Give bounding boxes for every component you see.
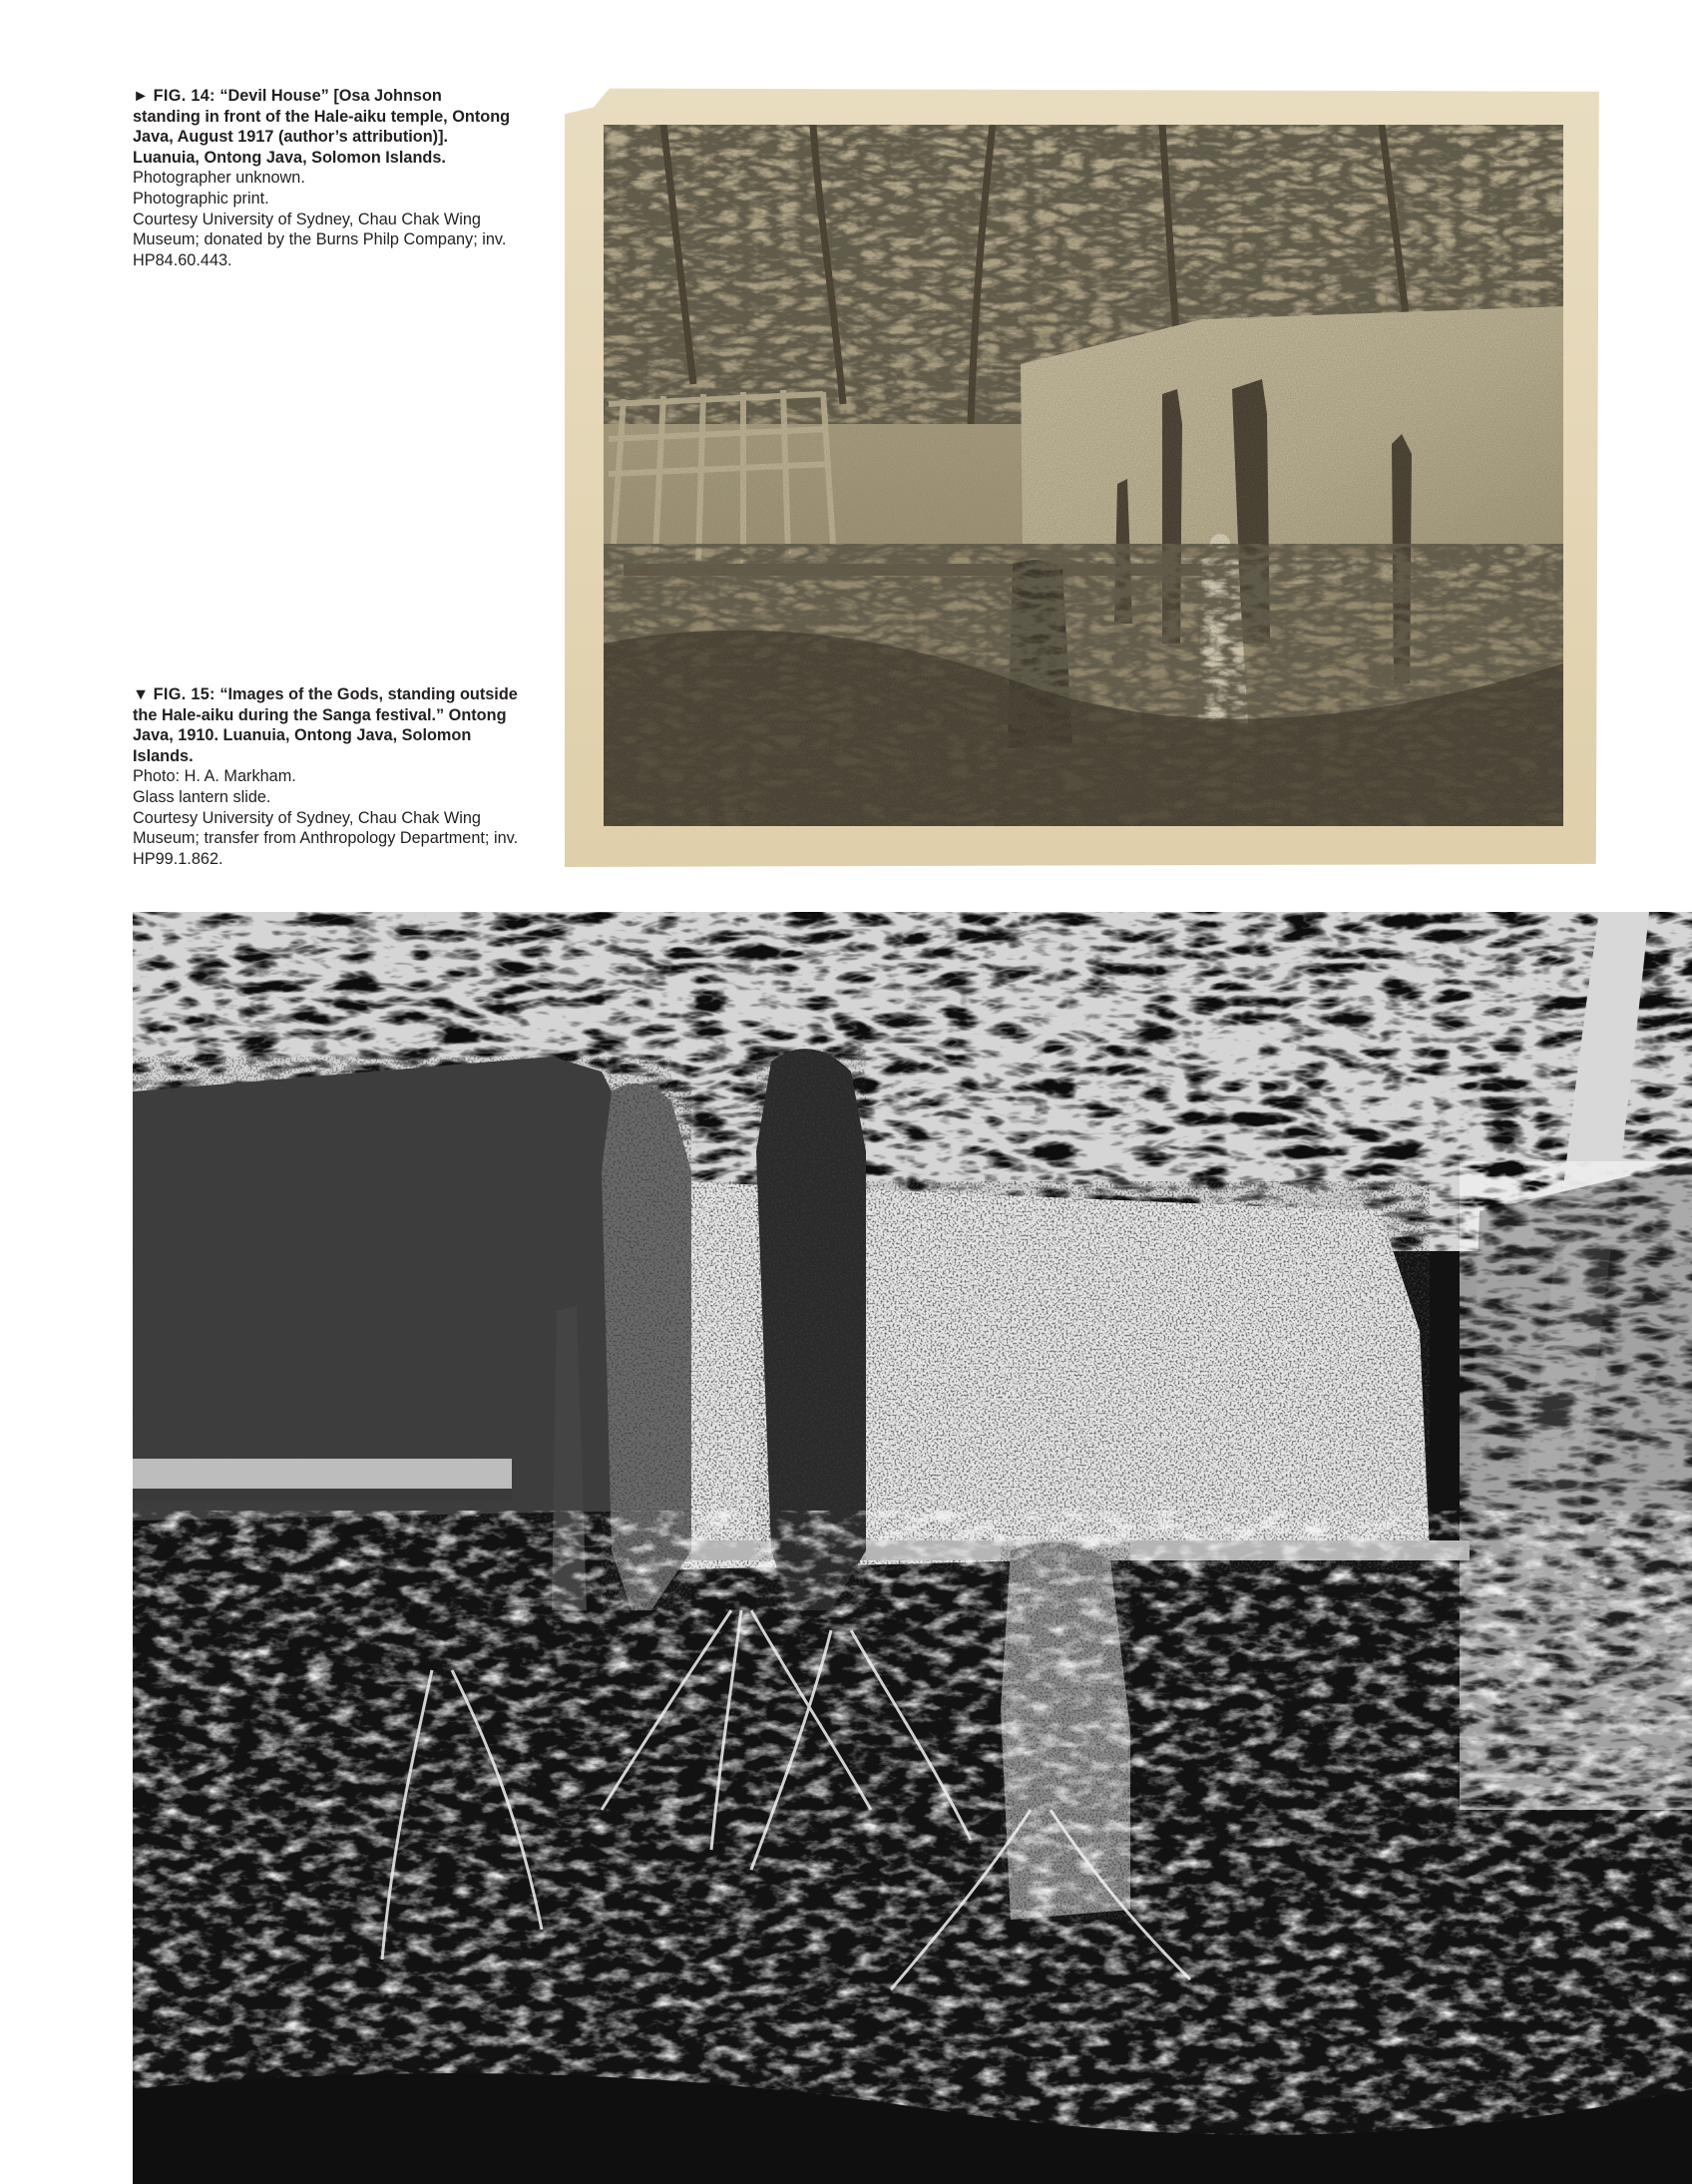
figure-14-caption (133, 86, 512, 270)
photo-image (604, 125, 1563, 826)
right-arrow-icon: ► (133, 87, 150, 105)
figure-14-photographer: Photographer unknown. (133, 169, 305, 188)
figure-15-title (133, 684, 522, 766)
figure-15-photograph (133, 912, 1692, 2184)
figure-14-credit: Courtesy University of Sydney, Chau Chak Wing Museum; donated by the Burns Philp Company; inv. HP84.60.443. (133, 210, 507, 269)
figure-15-medium: Glass lantern slide. (133, 787, 271, 806)
figure-15-credit: Courtesy University of Sydney, Chau Chak Wing Museum; transfer from Anthropology Department; inv. HP99.1.862. (133, 808, 519, 868)
figure-14-number: FIG. 14: (153, 87, 215, 105)
figure-14-photograph (565, 87, 1602, 867)
figure-14-title-text: “Devil House” [Osa Johnson standing in front of the Hale-aiku temple, Ontong Java, August 1917 (author’s attribution)]. Luanuia, Ontong Java, Solomon Islands. (133, 87, 511, 167)
figure-15-caption (133, 684, 522, 869)
temple-scene-illustration (604, 125, 1563, 826)
figure-15-photographer: Photo: H. A. Markham. (133, 767, 296, 786)
down-arrow-icon: ▼ (133, 685, 150, 703)
figure-14-medium: Photographic print. (133, 189, 269, 208)
images-of-gods-illustration (133, 912, 1692, 2184)
figure-15-title-text: “Images of the Gods, standing outside the Hale-aiku during the Sanga festival.” Ontong Java, 1910. Luanuia, Ontong Java, Solomon Islands. (133, 685, 518, 765)
figure-14-title (133, 86, 512, 168)
figure-15-number: FIG. 15: (153, 685, 215, 703)
